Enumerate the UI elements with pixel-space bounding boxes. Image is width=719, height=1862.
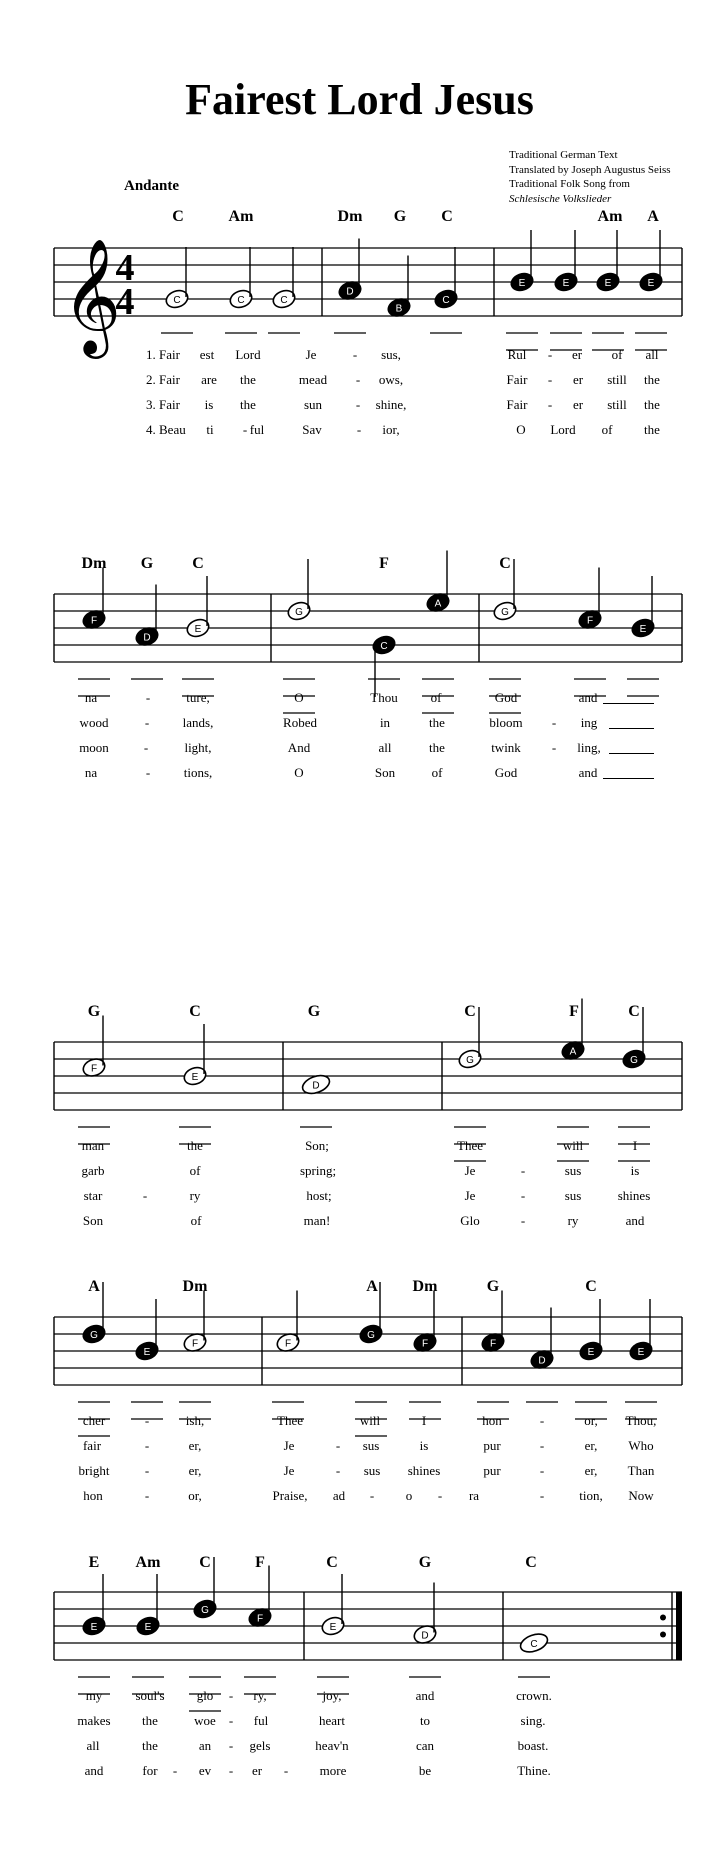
lyric-syllable: ad [332,1488,346,1503]
lyric-syllable: sus [362,1438,380,1453]
lyric-syllable: ry [189,1188,201,1203]
lyric-syllable: - [551,715,557,730]
lyric-syllable: 4. Beau [146,422,186,437]
lyric-syllable: Fair [506,397,528,412]
lyric-syllable: - [242,422,248,437]
lyric-syllable: lands, [182,715,214,730]
lyric-syllable: hon [482,1413,502,1428]
lyric-syllable: is [204,397,214,412]
lyric-syllable: soul's [135,1688,165,1703]
chord-symbol: G [87,1003,101,1020]
lyric-syllable: the [187,1138,203,1153]
lyric-syllable: ry, [253,1688,267,1703]
note-name: F [90,1063,98,1075]
lyric-syllable: mead [298,372,328,387]
lyric-syllable: er [251,1763,263,1778]
chord-symbol: C [499,555,511,572]
lyric-syllable: garb [81,1163,105,1178]
note [334,239,366,334]
lyric-syllable: and [415,1688,435,1703]
note [244,1566,276,1695]
lyric-syllable: sing. [520,1713,546,1728]
note [574,568,606,697]
lyric-syllable: ti [206,422,214,437]
chord-symbol: E [88,1554,100,1571]
chord-symbol: Dm [337,208,363,225]
lyric-syllable: all [645,347,659,362]
lyric-syllable: o [405,1488,413,1503]
lyric-syllable: are [201,372,217,387]
lyric-syllable: be [418,1763,432,1778]
chord-symbol: F [255,1554,265,1571]
lyric-syllable: of [611,347,623,362]
chord-symbol: F [569,1003,579,1020]
note [430,247,462,333]
lyric-syllable: est [199,347,215,362]
lyric-syllable: shine, [375,397,407,412]
note [268,247,300,333]
time-signature-top: 4 [115,247,135,289]
note [422,551,454,714]
lyric-syllable: will [359,1413,381,1428]
chord-symbol: A [647,208,659,225]
lyric-syllable: - [352,347,358,362]
lyric-syllable: the [644,397,660,412]
lyric-syllable: spring; [299,1163,337,1178]
lyric-syllable: And [287,740,311,755]
lyric-syllable: star [83,1188,103,1203]
lyric-syllable: - [145,765,151,780]
lyric-extender-line [609,728,654,729]
lyric-syllable: boast. [517,1738,549,1753]
lyric-syllable: fair [82,1438,102,1453]
lyric-syllable: - [335,1438,341,1453]
lyric-syllable: Je [464,1188,476,1203]
lyric-syllable: still [607,397,627,412]
lyric-syllable: will [562,1138,584,1153]
chord-symbol: C [525,1554,537,1571]
lyric-syllable: er [571,347,583,362]
note [557,999,589,1162]
lyric-syllable: I [632,1138,638,1153]
note-name: C [280,295,288,306]
note-name: E [637,1347,645,1358]
lyric-syllable: ish, [185,1413,205,1428]
note-name: D [421,1630,429,1642]
lyric-syllable: cher [82,1413,106,1428]
note-name: G [501,607,509,618]
chord-symbol: A [88,1278,100,1295]
lyric-syllable: glo [196,1688,214,1703]
lyric-syllable: wood [79,715,109,730]
lyric-syllable: er [572,397,584,412]
lyric-syllable: - [547,397,553,412]
chord-symbol: C [199,1554,211,1571]
lyric-syllable: my [85,1688,103,1703]
lyric-syllable: man [81,1138,105,1153]
lyric-syllable: Lord [550,422,576,437]
lyric-syllable: - [539,1463,545,1478]
lyric-syllable: Thou [370,690,398,705]
chord-symbol: Am [597,208,623,225]
lyric-syllable: ing [580,715,598,730]
lyric-syllable: - [356,422,362,437]
note-name: E [587,1347,595,1358]
lyric-syllable: or, [188,1488,202,1503]
lyric-syllable: er, [584,1438,598,1453]
lyric-syllable: shines [407,1463,441,1478]
lyric-syllable: woe [194,1713,216,1728]
lyric-syllable: - [144,1488,150,1503]
lyric-syllable: gels [249,1738,271,1753]
lyric-syllable: man! [303,1213,331,1228]
lyric-syllable: twink [491,740,521,755]
repeat-dot [660,1615,666,1621]
lyric-syllable: pur [483,1463,501,1478]
lyric-syllable: Son [374,765,396,780]
lyric-syllable: the [240,397,256,412]
lyric-syllable: - [539,1413,545,1428]
lyric-syllable: Son [82,1213,104,1228]
time-signature-bottom: 4 [115,281,135,323]
lyric-syllable: - [228,1763,234,1778]
staff-system [54,999,682,1162]
chord-symbol: Dm [81,555,107,572]
lyric-syllable: er [572,372,584,387]
note-name: E [144,1622,152,1633]
note-name: D [143,632,151,644]
chord-symbol: Am [228,208,254,225]
lyric-syllable: - [228,1688,234,1703]
lyric-syllable: in [379,715,391,730]
lyric-syllable: Robed [283,715,317,730]
lyric-syllable: moon [79,740,109,755]
lyric-syllable: - [437,1488,443,1503]
lyric-syllable: of [189,1163,201,1178]
chord-symbol: C [326,1554,338,1571]
lyric-syllable: sus, [381,347,401,362]
lyric-syllable: joy, [322,1688,342,1703]
lyric-syllable: the [240,372,256,387]
lyric-syllable: Praise, [272,1488,308,1503]
lyric-syllable: O [294,765,304,780]
note-name: E [329,1622,337,1633]
lyric-syllable: ful [249,422,265,437]
lyric-syllable: - [144,1438,150,1453]
lyric-syllable: - [539,1488,545,1503]
note-name: F [586,615,594,627]
chord-symbol: A [366,1278,378,1295]
note-name: E [647,278,655,289]
lyric-syllable: ture, [186,690,210,705]
credit-line: Schlesische Volkslieder [509,192,612,205]
note-name: E [143,1347,151,1358]
lyric-syllable: host; [306,1188,332,1203]
lyric-syllable: O [294,690,304,705]
lyric-syllable: - [539,1438,545,1453]
lyric-syllable: of [601,422,613,437]
lyric-syllable: sun [303,397,323,412]
note [78,568,110,697]
note-name: G [367,1330,375,1341]
lyric-syllable: of [190,1213,202,1228]
lyric-syllable: pur [483,1438,501,1453]
note-name: C [442,295,450,306]
note-name: E [194,624,202,635]
note [477,1291,509,1420]
lyric-syllable: ior, [382,422,400,437]
lyric-syllable: - [335,1463,341,1478]
lyric-syllable: er, [188,1438,202,1453]
lyric-extender-line [609,753,654,754]
lyric-syllable: of [431,765,443,780]
lyric-syllable: Thou, [625,1413,657,1428]
lyric-syllable: hon [83,1488,103,1503]
song-title: Fairest Lord Jesus [185,75,534,124]
lyric-syllable: for [142,1763,158,1778]
lyric-syllable: or, [584,1413,598,1428]
note-name: F [256,1613,264,1625]
note [272,1291,304,1420]
lyric-syllable: - [355,372,361,387]
lyric-syllable: and [578,765,598,780]
lyric-syllable: heav'n [315,1738,349,1753]
lyric-syllable: - [144,1463,150,1478]
chord-symbol: C [628,1003,640,1020]
lyric-syllable: - [369,1488,375,1503]
lyric-syllable: - [143,740,149,755]
chord-symbol: C [464,1003,476,1020]
lyric-syllable: Je [305,347,317,362]
lyric-syllable: - [144,1413,150,1428]
lyric-syllable: ra [468,1488,480,1503]
chord-symbol: Dm [182,1278,208,1295]
final-bar [676,1592,682,1660]
lyric-syllable: Lord [235,347,261,362]
chord-symbol: G [307,1003,321,1020]
note-name: F [489,1338,497,1350]
lyric-syllable: Glo [460,1213,480,1228]
lyric-syllable: 1. Fair [146,347,180,362]
lyric-syllable: ev [198,1763,212,1778]
note-name: G [466,1055,474,1066]
lyric-syllable: Je [464,1163,476,1178]
note-name: G [295,607,303,618]
lyric-syllable: an [198,1738,212,1753]
lyric-syllable: Thee [457,1138,483,1153]
lyric-syllable: - [551,740,557,755]
note [300,1072,332,1127]
lyric-syllable: Than [627,1463,655,1478]
lyric-syllable: Thee [277,1413,303,1428]
lyric-syllable: - [547,372,553,387]
lyric-syllable: er, [188,1463,202,1478]
lyric-syllable: - [283,1763,289,1778]
tempo-marking: Andante [124,178,180,194]
lyric-syllable: the [142,1738,158,1753]
lyric-syllable: na [84,765,98,780]
note [526,1308,558,1403]
lyric-syllable: Je [283,1438,295,1453]
lyric-syllable: - [520,1213,526,1228]
credit-line: Translated by Joseph Augustus Seiss [509,163,671,176]
lyric-syllable: Who [628,1438,654,1453]
lyric-syllable: O [516,422,526,437]
note [409,1291,441,1420]
lyric-syllable: can [415,1738,435,1753]
chord-symbol: C [441,208,453,225]
lyric-syllable: I [421,1413,427,1428]
lyric-syllable: the [429,740,445,755]
note-name: E [518,278,526,289]
lyric-syllable: light, [184,740,212,755]
note-name: G [201,1605,209,1616]
lyric-syllable: sus [363,1463,381,1478]
lyric-syllable: Sav [302,422,322,437]
lyric-syllable: na [84,690,98,705]
chord-symbol: Dm [412,1278,438,1295]
lyric-syllable: to [419,1713,431,1728]
lyric-syllable: Now [628,1488,654,1503]
chord-symbol: C [585,1278,597,1295]
note [518,1631,550,1677]
lyric-syllable: is [419,1438,429,1453]
chord-symbol: G [393,208,407,225]
lyric-syllable: crown. [516,1688,552,1703]
lyric-syllable: Je [283,1463,295,1478]
note-name: G [90,1330,98,1341]
lyric-syllable: Rul [507,347,527,362]
lyric-syllable: tion, [579,1488,603,1503]
note [179,1291,211,1420]
staff-system [54,230,682,362]
note-name: F [421,1338,429,1350]
note [78,1016,110,1145]
note [161,247,193,333]
lyric-syllable: - [228,1713,234,1728]
lyric-syllable: - [172,1763,178,1778]
note-name: B [395,303,403,315]
note-name: C [380,641,388,652]
lyric-syllable: Son; [305,1138,329,1153]
lyric-syllable: and [578,690,598,705]
chord-symbol: C [192,555,204,572]
lyric-syllable: and [625,1213,645,1228]
repeat-dot [660,1632,666,1638]
note-name: F [191,1338,199,1350]
lyric-syllable: bloom [489,715,523,730]
lyric-syllable: ful [253,1713,269,1728]
lyric-syllable: all [86,1738,100,1753]
lyric-syllable: still [607,372,627,387]
lyric-syllable: - [355,397,361,412]
note-name: D [312,1080,320,1092]
note-name: G [630,1055,638,1066]
note-name: A [569,1046,577,1058]
staff-system [54,551,682,714]
note-name: F [284,1338,292,1350]
lyric-syllable: more [319,1763,347,1778]
note-name: E [191,1072,199,1083]
note-name: E [562,278,570,289]
chord-symbol: C [172,208,184,225]
chord-symbol: C [189,1003,201,1020]
note-name: C [530,1639,538,1650]
note-name: C [237,295,245,306]
lyric-syllable: heart [319,1713,345,1728]
lyric-syllable: Fair [506,372,528,387]
lyric-syllable: 3. Fair [146,397,180,412]
lyric-syllable: the [142,1713,158,1728]
note-name: C [173,295,181,306]
lyric-syllable: shines [617,1188,651,1203]
chord-symbol: G [486,1278,500,1295]
note-name: D [346,286,354,298]
note-name: E [604,278,612,289]
note [131,585,163,680]
note-name: D [538,1355,546,1367]
lyric-syllable: the [429,715,445,730]
lyric-syllable: of [430,690,442,705]
lyric-syllable: ows, [378,372,404,387]
lyric-syllable: sus [564,1163,582,1178]
lyric-syllable: all [378,740,392,755]
chord-symbol: G [418,1554,432,1571]
lyric-syllable: the [644,372,660,387]
lyric-syllable: - [145,690,151,705]
lyric-syllable: God [494,765,518,780]
note-name: A [434,598,442,610]
note-name: E [90,1622,98,1633]
note [409,1583,441,1678]
lyric-syllable: er, [584,1463,598,1478]
lyric-extender-line [603,703,654,704]
lyric-syllable: ry [567,1213,579,1228]
lyric-syllable: - [144,715,150,730]
lyric-syllable: is [630,1163,640,1178]
chord-symbol: G [140,555,154,572]
note [225,247,257,333]
lyric-syllable: - [547,347,553,362]
lyric-syllable: bright [78,1463,110,1478]
lyric-syllable: sus [564,1188,582,1203]
lyric-syllable: ling, [577,740,601,755]
lyric-syllable: Thine. [517,1763,551,1778]
lyric-syllable: the [644,422,660,437]
note-name: E [639,624,647,635]
lyric-extender-line [603,778,654,779]
lyric-syllable: and [84,1763,104,1778]
lyric-syllable: - [228,1738,234,1753]
chord-symbol: F [379,555,389,572]
lyric-syllable: tions, [183,765,213,780]
note [368,634,400,697]
chord-symbol: Am [135,1554,161,1571]
lyric-syllable: God [494,690,518,705]
lyric-syllable: - [142,1188,148,1203]
lyric-syllable: 2. Fair [146,372,180,387]
credit-line: Traditional Folk Song from [509,178,630,190]
lyric-syllable: - [520,1188,526,1203]
note-name: F [90,615,98,627]
credit-line: Traditional German Text [509,149,618,161]
lyric-syllable: makes [77,1713,111,1728]
lyric-syllable: - [520,1163,526,1178]
treble-clef-icon: 𝄞 [62,237,122,354]
